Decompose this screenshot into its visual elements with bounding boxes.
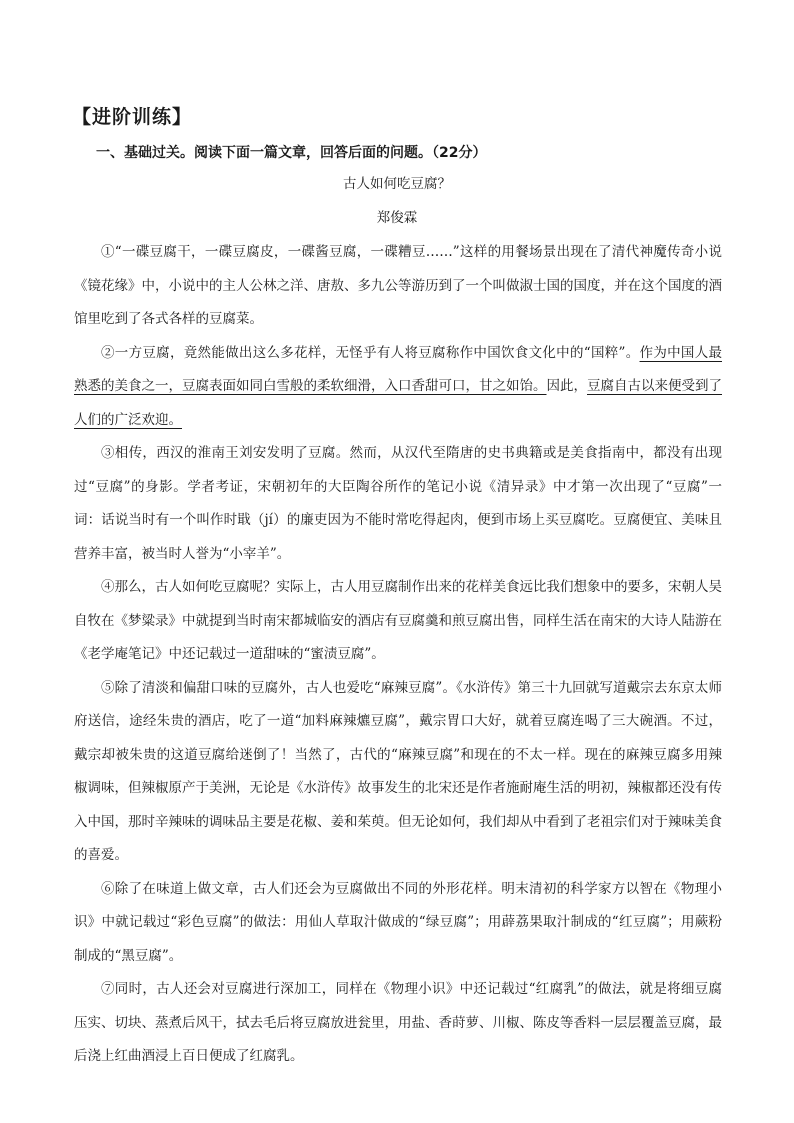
article-author: 郑俊霖 — [376, 210, 418, 226]
paragraph-text: ③相传，西汉的淮南王刘安发明了豆腐。然而，从汉代至隋唐的史书典籍或是美食指南中，都没有出现过“豆腐”的身影。学者考证，宋朝初年的大臣陶谷所作的笔记小说《清异录》中才第一次出现了“豆腐”一词：话说当时有一个叫作时戢（jí）的廉吏因为不能时常吃得起肉，便到市场上买豆腐吃。豆腐便宜、美味且营养丰富，被当时人誉为“小宰羊”。 — [74, 445, 722, 562]
paragraph-text: ②一方豆腐，竟然能做出这么多花样，无怪乎有人将豆腐称作中国饮食文化中的“国粹”。 — [101, 344, 640, 361]
article-paragraph — [74, 437, 722, 571]
paragraph-text: ⑤除了清淡和偏甜口味的豆腐外，古人也爱吃“麻辣豆腐”。《水浒传》第三十九回就写道戴宗去东京太师府送信，途经朱贵的酒店，吃了一道“加料麻辣爊豆腐”，戴宗胃口大好，就着豆腐连喝了三大碗酒。不过，戴宗却被朱贵的这道豆腐给迷倒了！当然了，古代的“麻辣豆腐”和现在的不太一样。现在的麻辣豆腐多用辣椒调味，但辣椒原产于美洲，无论是《水浒传》故事发生的北宋还是作者施耐庵生活的明初，辣椒都还没有传入中国，那时辛辣味的调味品主要是花椒、姜和茱萸。但无论如何，我们却从中看到了老祖宗们对于辣味美食的喜爱。 — [74, 679, 722, 863]
article-title: 古人如何吃豆腐？ — [343, 176, 451, 192]
article-paragraph — [74, 236, 722, 337]
article-body — [74, 236, 722, 1074]
underlined-text: 作为中国人最熟悉的美食之一，豆腐表面如同白雪般的柔软细滑，入口香甜可口，甘之如饴。 — [74, 344, 722, 394]
paragraph-text: ⑥除了在味道上做文章，古人们还会为豆腐做出不同的外形花样。明末清初的科学家方以智在《物理小识》中就记载过“彩色豆腐”的做法：用仙人草取汁做成的“绿豆腐”；用薜荔果取汁制成的“红豆腐”；用蕨粉制成的“黑豆腐”。 — [74, 880, 722, 964]
paragraph-text: ①“一碟豆腐干，一碟豆腐皮，一碟酱豆腐，一碟糟豆……”这样的用餐场景出现在了清代神魔传奇小说《镜花缘》中，小说中的主人公林之洋、唐敖、多九公等游历到了一个叫做淑士国的国度，并在这个国度的酒馆里吃到了各式各样的豆腐菜。 — [74, 244, 722, 327]
paragraph-text: ⑦同时，古人还会对豆腐进行深加工，同样在《物理小识》中还记载过“红腐乳”的做法，就是将细豆腐压实、切块、蒸煮后风干，拭去毛后将豆腐放进瓮里，用盐、香莳萝、川椒、陈皮等香料一层层覆盖豆腐，最后浇上红曲酒浸上百日便成了红腐乳。 — [74, 981, 722, 1064]
article-paragraph — [74, 672, 722, 873]
paragraph-text: ④那么，古人如何吃豆腐呢？实际上，古人用豆腐制作出来的花样美食远比我们想象中的要多，宋朝人吴自牧在《梦粱录》中就提到当时南宋都城临安的酒店有豆腐羹和煎豆腐出售，同样生活在南宋的大诗人陆游在《老学庵笔记》中还记载过一道甜味的“蜜渍豆腐”。 — [74, 579, 722, 662]
article-paragraph — [74, 973, 722, 1074]
article-paragraph — [74, 337, 722, 438]
section-title: 【进阶训练】 — [72, 106, 193, 128]
article-paragraph — [74, 571, 722, 672]
question-prompt: 一、基础过关。阅读下面一篇文章，回答后面的问题。（22分） — [96, 145, 487, 161]
paragraph-text: 因此， — [546, 378, 587, 394]
article-paragraph — [74, 873, 722, 974]
underlined-text: 豆腐自古以来便受到了人们的广泛欢迎。 — [74, 378, 722, 428]
